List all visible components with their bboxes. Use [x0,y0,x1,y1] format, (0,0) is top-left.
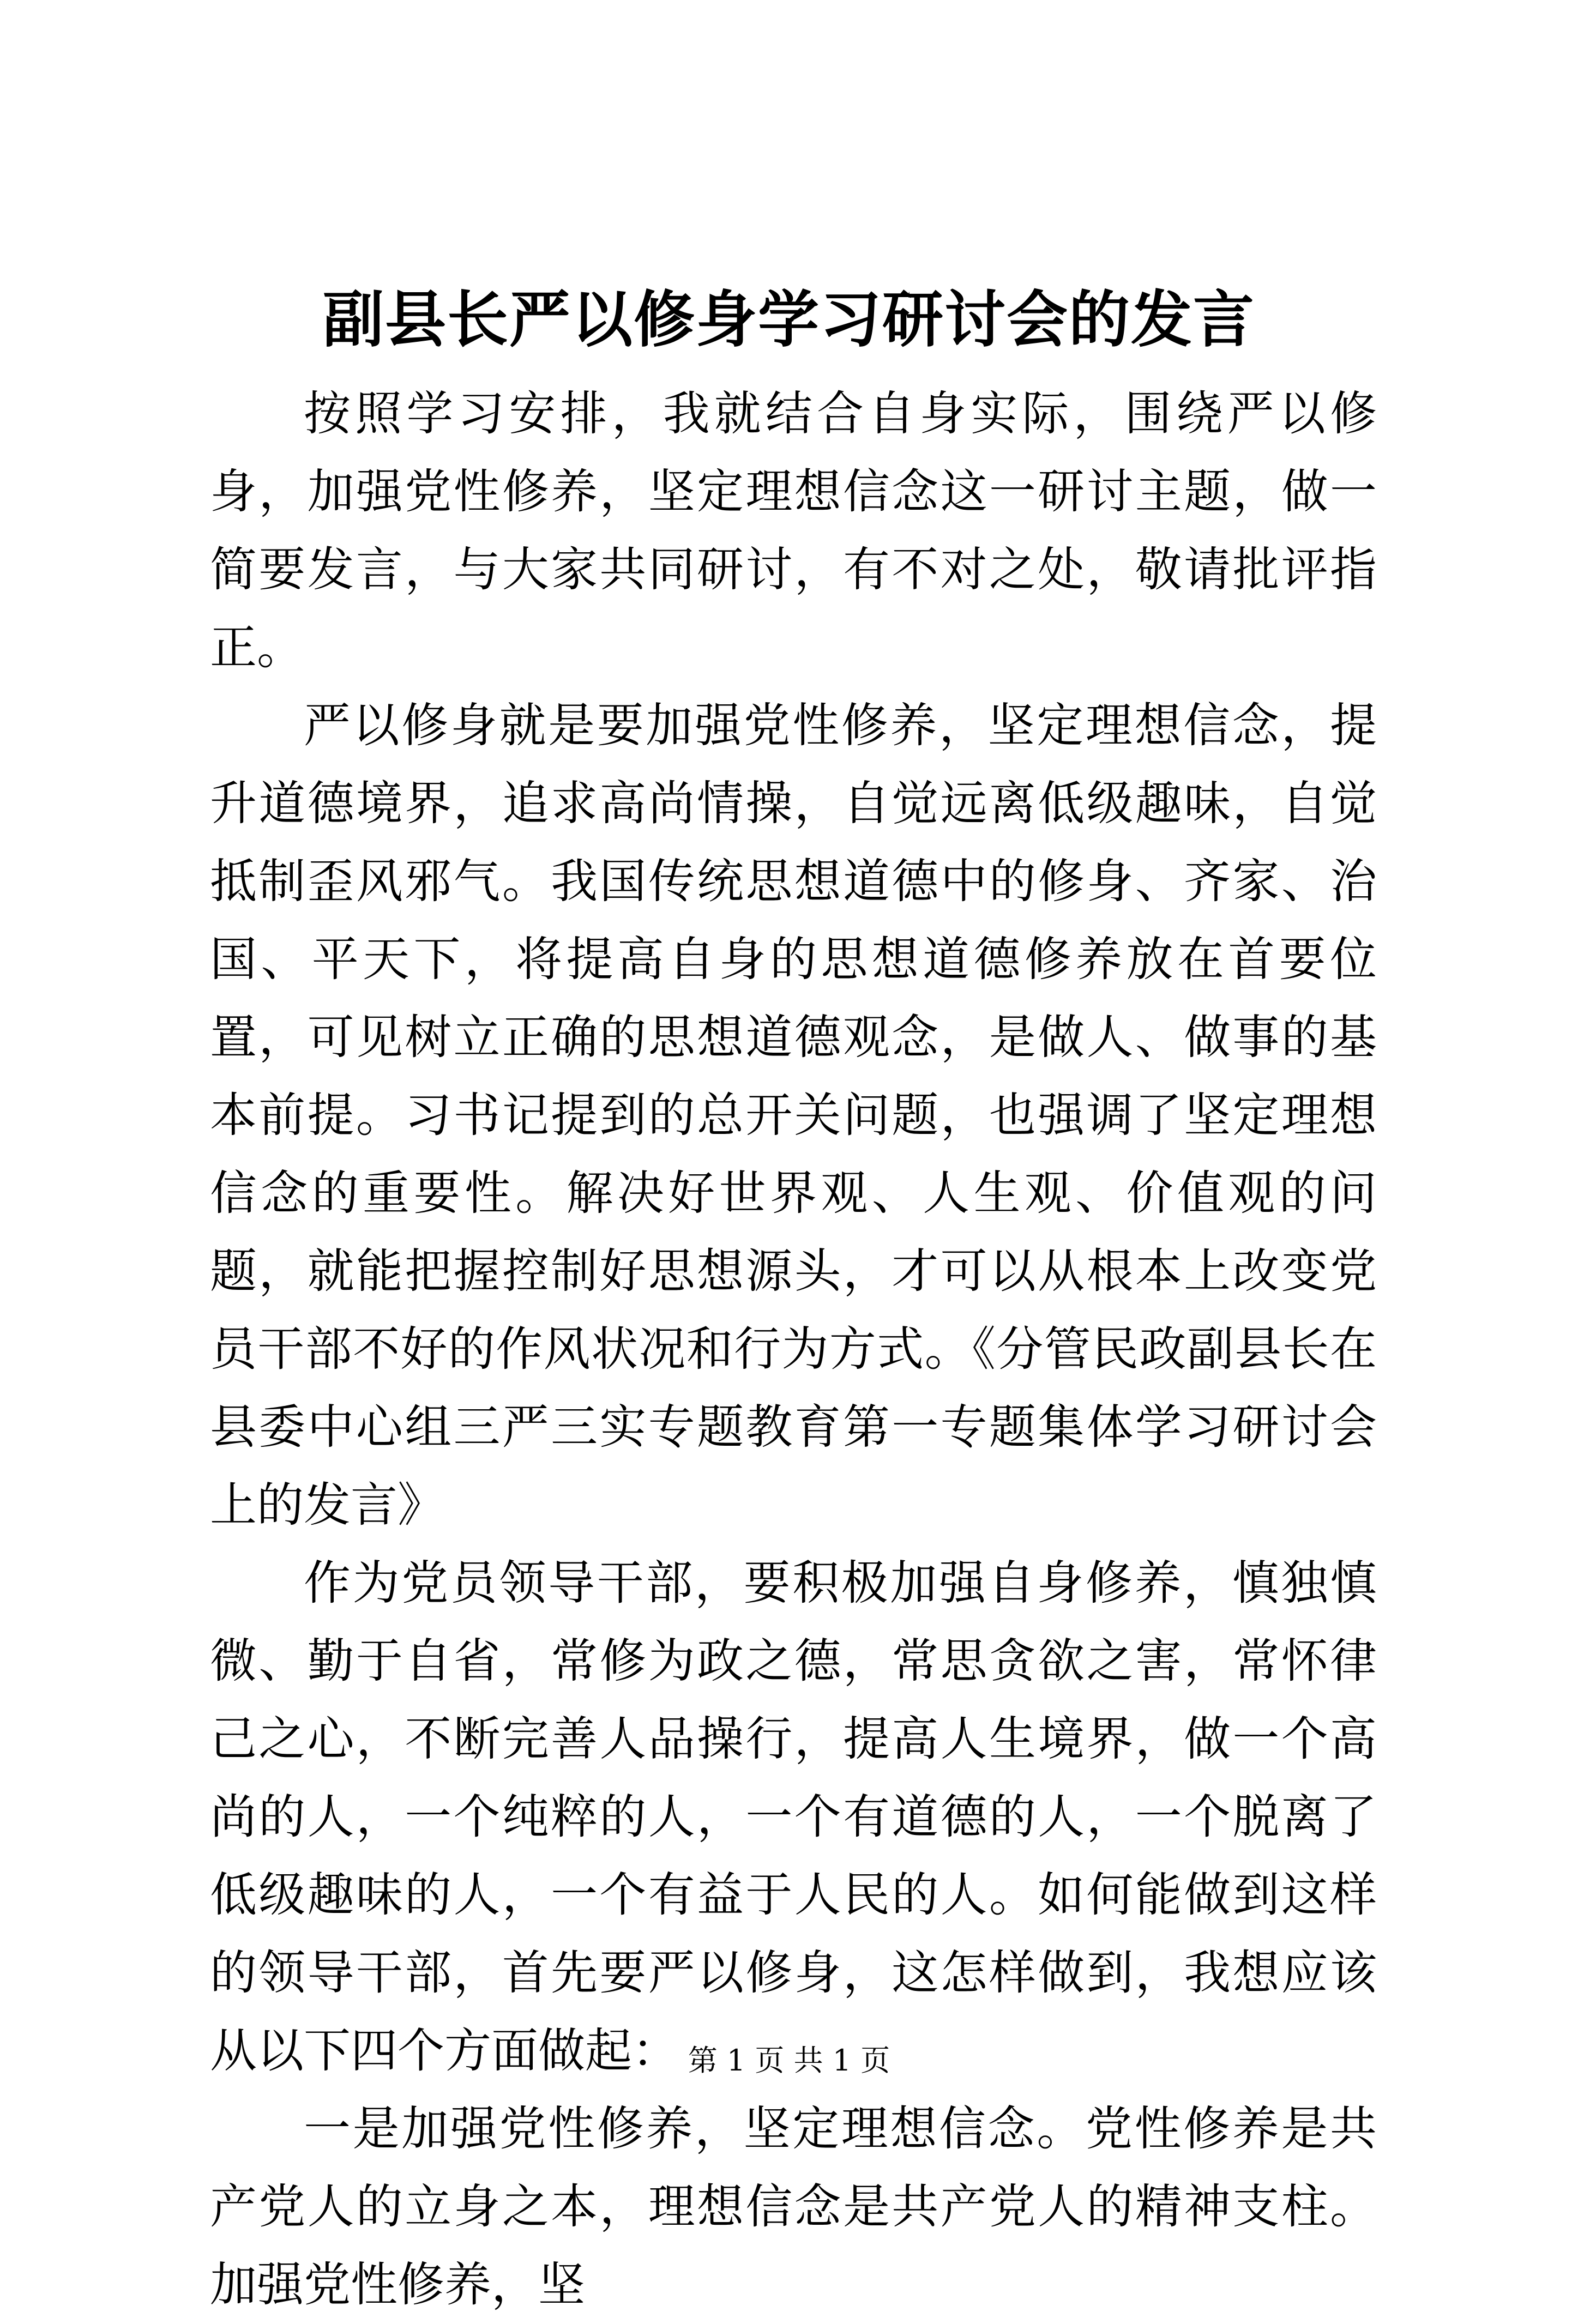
document-body [210,375,1377,2324]
paragraph-4: 一是加强党性修养，坚定理想信念。党性修养是共产党人的立身之本，理想信念是共产党人的精神支柱。加强党性修养，坚 [210,2102,1377,2312]
document-title: 副县长严以修身学习研讨会的发言 [323,285,1255,355]
paragraph-3: 作为党员领导干部，要积极加强自身修养，慎独慎微、勤于自省，常修为政之德，常思贪欲之害，常怀律己之心，不断完善人品操行，提高人生境界，做一个高尚的人，一个纯粹的人，一个有道德的人，一个脱离了低级趣味的人，一个有益于人民的人。如何能做到这样的领导干部，首先要严以修身，这怎样做到，我想应该从以下四个方面做起： [210,1556,1377,2078]
paragraph-1: 按照学习安排，我就结合自身实际，围绕严以修身，加强党性修养，坚定理想信念这一研讨主题，做一简要发言，与大家共同研讨，有不对之处，敬请批评指正。 [210,387,1377,675]
paragraph-2: 严以修身就是要加强党性修养，坚定理想信念，提升道德境界，追求高尚情操，自觉远离低级趣味，自觉抵制歪风邪气。我国传统思想道德中的修身、齐家、治国、平天下，将提高自身的思想道德修养放在首要位置，可见树立正确的思想道德观念，是做人、做事的基本前提。习书记提到的总开关问题，也强调了坚定理想信念的重要性。解决好世界观、人生观、价值观的问题，就能把握控制好思想源头，才可以从根本上改变党员干部不好的作风状况和行为方式。《分管民政副县长在县委中心组三严三实专题教育第一专题集体学习研讨会上的发言》 [210,698,1377,1532]
page-footer: 第 1 页 共 1 页 [688,2043,890,2078]
